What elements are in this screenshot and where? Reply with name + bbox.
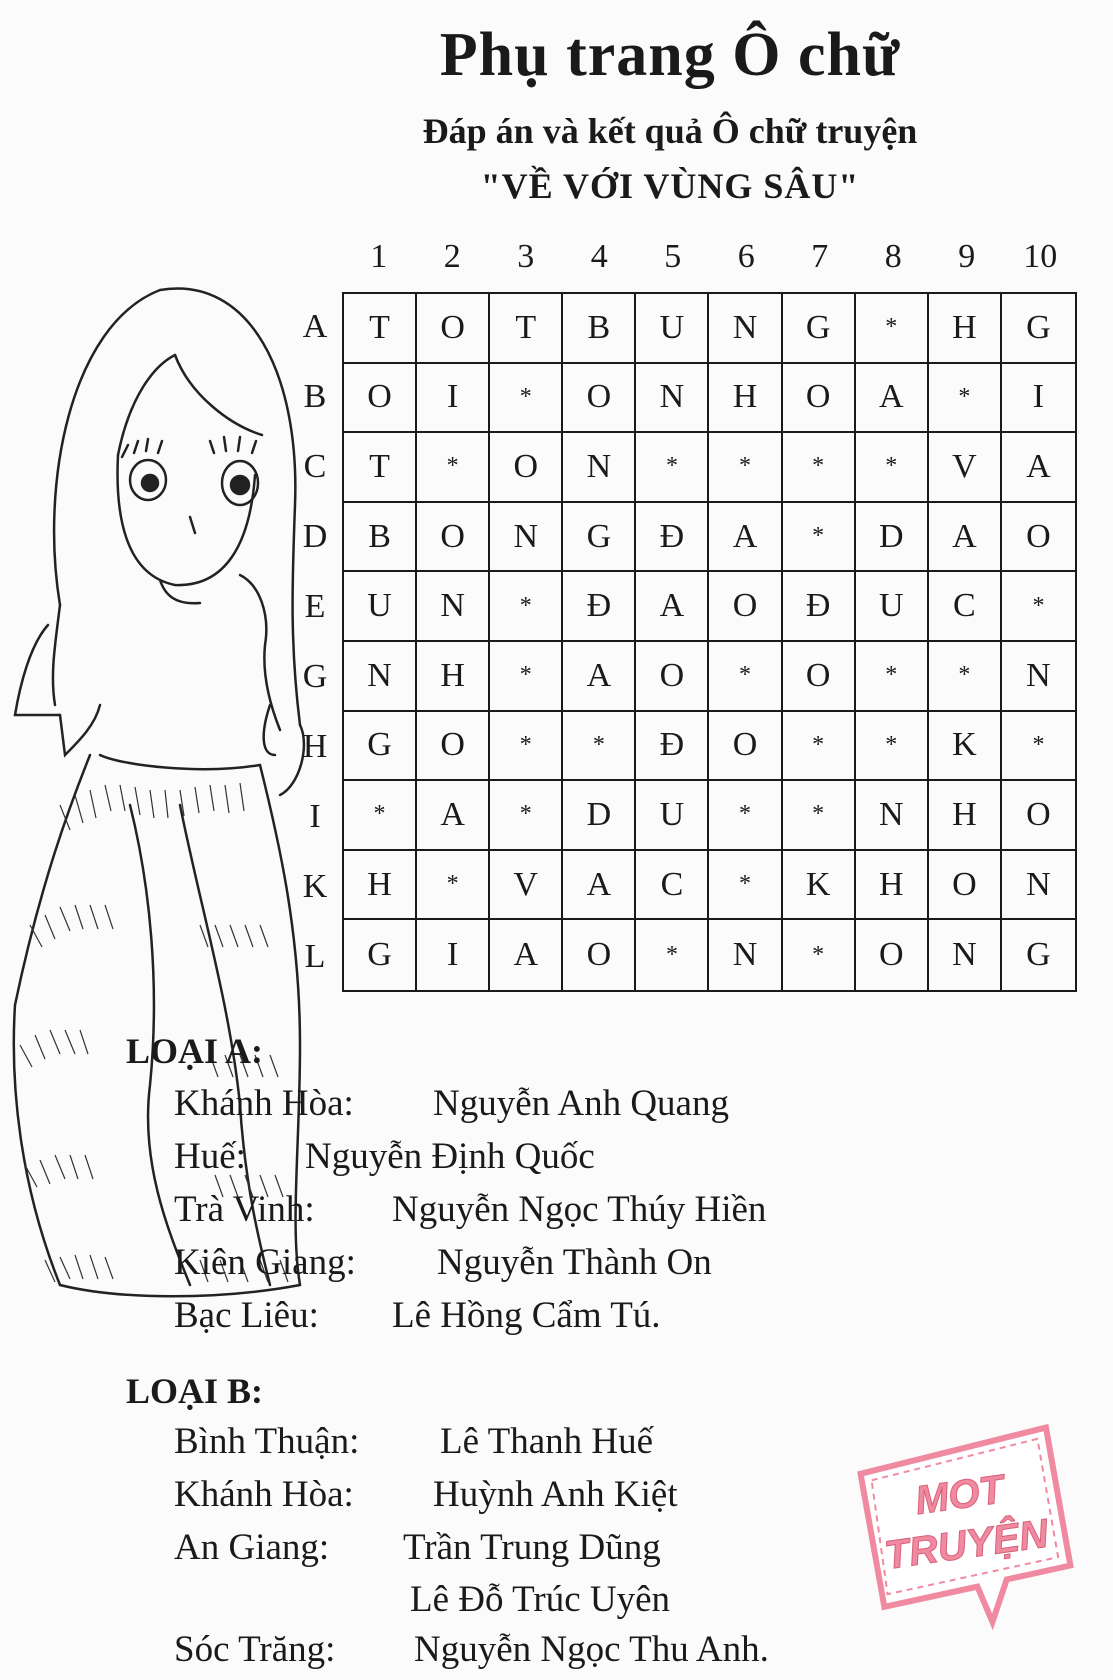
grid-cell-star: * <box>344 781 417 851</box>
story-title: "VỀ VỚI VÙNG SÂU" <box>480 166 860 206</box>
winner-province: Huế: <box>174 1136 246 1177</box>
row-header: E <box>304 588 326 625</box>
grid-cell: D <box>856 503 929 573</box>
grid-cell: O <box>783 642 856 712</box>
grid-cell: Đ <box>636 712 709 782</box>
grid-cell: H <box>709 364 782 434</box>
winner-province: Sóc Trăng: <box>174 1629 336 1670</box>
grid-cell: O <box>490 433 563 503</box>
row-header: K <box>302 868 328 905</box>
grid-cell: T <box>344 433 417 503</box>
row-header: D <box>302 518 328 555</box>
column-header: 10 <box>1023 238 1058 275</box>
grid-cell-star: * <box>417 851 490 921</box>
grid-cell: H <box>417 642 490 712</box>
grid-cell: T <box>344 294 417 364</box>
grid-cell: N <box>1002 642 1075 712</box>
column-header: 9 <box>958 238 976 275</box>
crossword-grid <box>342 292 1077 992</box>
grid-cell: A <box>856 364 929 434</box>
winner-province: Khánh Hòa: <box>174 1474 354 1515</box>
grid-cell: G <box>563 503 636 573</box>
winner-name: Lê Hồng Cẩm Tú. <box>392 1295 661 1336</box>
grid-cell: N <box>417 572 490 642</box>
page-title: Phụ trang Ô chữ <box>439 21 901 89</box>
grid-cell: A <box>490 920 563 990</box>
column-header: 1 <box>370 238 388 275</box>
grid-cell: Đ <box>636 503 709 573</box>
winner-name: Huỳnh Anh Kiệt <box>433 1474 678 1515</box>
grid-cell-star: * <box>783 781 856 851</box>
grid-cell: O <box>417 294 490 364</box>
column-header: 6 <box>737 238 755 275</box>
grid-cell: O <box>417 712 490 782</box>
grid-cell: U <box>636 781 709 851</box>
winner-name: Lê Thanh Huế <box>440 1421 654 1462</box>
row-header: B <box>303 378 327 415</box>
grid-cell: N <box>490 503 563 573</box>
grid-cell: N <box>636 364 709 434</box>
watermark-line1: MOT <box>912 1467 1007 1524</box>
grid-cell: O <box>709 572 782 642</box>
grid-cell: O <box>563 364 636 434</box>
grid-cell-star: * <box>856 712 929 782</box>
category-b-label: LOẠI B: <box>126 1371 264 1411</box>
column-header: 8 <box>884 238 902 275</box>
row-header: G <box>302 658 328 695</box>
grid-cell: V <box>929 433 1002 503</box>
grid-cell: U <box>856 572 929 642</box>
grid-cell: K <box>929 712 1002 782</box>
grid-cell-star: * <box>417 433 490 503</box>
grid-cell: G <box>344 712 417 782</box>
category-a-label: LOẠI A: <box>126 1031 264 1071</box>
grid-cell: G <box>783 294 856 364</box>
grid-cell-star: * <box>783 920 856 990</box>
grid-cell: O <box>417 503 490 573</box>
grid-cell: O <box>563 920 636 990</box>
watermark-line2: TRUYỆN <box>881 1511 1051 1578</box>
winner-name: Nguyễn Ngọc Thúy Hiền <box>392 1189 767 1230</box>
grid-cell: K <box>783 851 856 921</box>
column-header: 2 <box>443 238 461 275</box>
grid-cell: N <box>709 920 782 990</box>
grid-cell-star: * <box>490 642 563 712</box>
grid-cell: O <box>1002 781 1075 851</box>
grid-cell: C <box>929 572 1002 642</box>
grid-cell: U <box>636 294 709 364</box>
grid-cell: T <box>490 294 563 364</box>
grid-cell: G <box>1026 936 1051 974</box>
grid-cell-star: * <box>929 364 1002 434</box>
winner-province: Bạc Liêu: <box>174 1295 319 1336</box>
winner-province: Khánh Hòa: <box>174 1083 354 1124</box>
row-header: L <box>304 938 326 975</box>
grid-cell: O <box>783 364 856 434</box>
winner-province: An Giang: <box>174 1527 330 1568</box>
grid-cell: N <box>929 920 1002 990</box>
grid-cell-star: * <box>636 433 709 503</box>
grid-cell: V <box>490 851 563 921</box>
row-header: H <box>302 728 328 765</box>
grid-cell: O <box>344 364 417 434</box>
grid-cell: G <box>344 920 417 990</box>
grid-cell-star: * <box>783 712 856 782</box>
grid-cell: H <box>929 781 1002 851</box>
winner-province: Trà Vinh: <box>174 1189 315 1230</box>
column-header: 3 <box>517 238 535 275</box>
grid-cell: B <box>344 503 417 573</box>
grid-cell: H <box>856 851 929 921</box>
column-headers <box>342 238 1077 278</box>
grid-cell: O <box>636 642 709 712</box>
winner-name: Nguyễn Thành On <box>437 1242 712 1283</box>
grid-cell-star: * <box>1002 572 1075 642</box>
page-subtitle: Đáp án và kết quả Ô chữ truyện <box>422 111 918 151</box>
winner-name: Trần Trung Dũng <box>403 1527 661 1568</box>
grid-cell: N <box>344 642 417 712</box>
grid-cell: H <box>344 851 417 921</box>
watermark-logo <box>848 1420 1078 1630</box>
grid-cell: O <box>929 851 1002 921</box>
row-header: A <box>302 308 328 345</box>
row-header: I <box>309 798 321 835</box>
grid-cell-star: * <box>929 642 1002 712</box>
row-header: C <box>303 448 327 485</box>
grid-cell-star: * <box>856 642 929 712</box>
grid-cell: A <box>636 572 709 642</box>
winner-province: Kiên Giang: <box>174 1242 356 1283</box>
grid-cell: I <box>417 364 490 434</box>
winner-name: Lê Đỗ Trúc Uyên <box>410 1579 671 1620</box>
grid-cell: Đ <box>783 572 856 642</box>
winner-name: Nguyễn Định Quốc <box>305 1136 595 1177</box>
grid-cell-star: * <box>563 712 636 782</box>
grid-cell: N <box>856 781 929 851</box>
grid-cell: O <box>1002 503 1075 573</box>
grid-cell-star: * <box>709 642 782 712</box>
grid-cell-star: * <box>856 433 929 503</box>
grid-cell-star: * <box>783 433 856 503</box>
grid-cell: C <box>636 851 709 921</box>
grid-cell: B <box>563 294 636 364</box>
grid-cell: N <box>563 433 636 503</box>
grid-cell: D <box>563 781 636 851</box>
grid-cell: H <box>929 294 1002 364</box>
column-header: 5 <box>664 238 682 275</box>
grid-cell: A <box>563 642 636 712</box>
grid-cell-star: * <box>490 712 563 782</box>
grid-cell-star: * <box>490 781 563 851</box>
grid-cell: A <box>709 503 782 573</box>
column-header: 7 <box>811 238 829 275</box>
grid-cell: O <box>856 920 929 990</box>
grid-cell: Đ <box>563 572 636 642</box>
grid-cell: O <box>709 712 782 782</box>
grid-cell-star: * <box>709 433 782 503</box>
winner-name: Nguyễn Ngọc Thu Anh. <box>414 1629 769 1670</box>
grid-cell-star: * <box>783 503 856 573</box>
grid-cell-star: * <box>709 851 782 921</box>
grid-cell: I <box>1002 364 1075 434</box>
grid-cell: A <box>1002 433 1075 503</box>
grid-cell: G <box>1002 294 1075 364</box>
grid-cell: A <box>929 503 1002 573</box>
grid-cell: N <box>1002 851 1075 921</box>
grid-cell-star: * <box>636 920 709 990</box>
grid-cell-star: * <box>709 781 782 851</box>
grid-cell: A <box>563 851 636 921</box>
grid-cell: I <box>417 920 490 990</box>
grid-cell: A <box>417 781 490 851</box>
grid-cell-star: * <box>490 572 563 642</box>
winner-name: Nguyễn Anh Quang <box>433 1083 729 1124</box>
grid-cell: N <box>709 294 782 364</box>
grid-cell-star: * <box>856 294 929 364</box>
grid-cell-star: * <box>1002 712 1075 782</box>
grid-cell-star: * <box>490 364 563 434</box>
column-header: 4 <box>590 238 608 275</box>
grid-cell: U <box>344 572 417 642</box>
winner-province: Bình Thuận: <box>174 1421 360 1462</box>
